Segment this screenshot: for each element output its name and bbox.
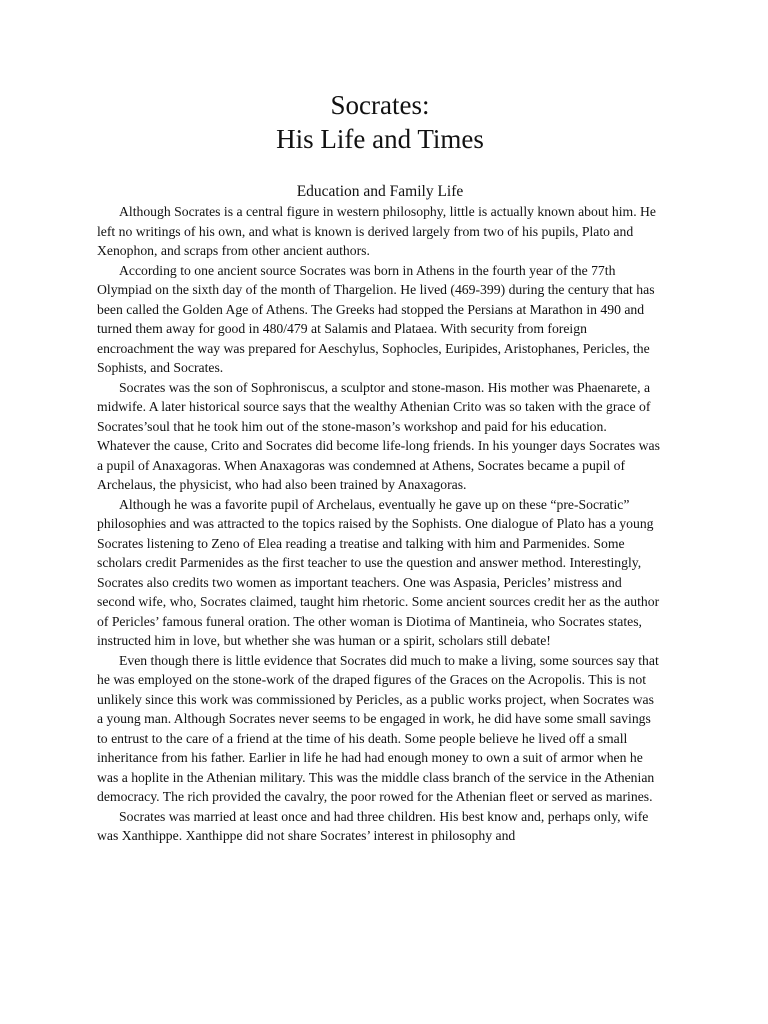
body-text: [97, 202, 663, 846]
title-line-2: His Life and Times: [276, 124, 484, 154]
document-page: [97, 88, 663, 846]
document-title: [97, 88, 663, 156]
paragraph-2: According to one ancient source Socrates was born in Athens in the fourth year of the 77th Olympiad on the sixth day of the month of Thargelion. He lived (469-399) during the century that has been called the Golden Age of Athens. The Greeks had stopped the Persians at Marathon in 490 and turned them away for good in 480/479 at Salamis and Plataea. With security from foreign encroachment the way was prepared for Aeschylus, Sophocles, Euripides, Aristophanes, Pericles, the Sophists, and Socrates.: [97, 262, 655, 375]
paragraph-3: Socrates was the son of Sophroniscus, a sculptor and stone-mason. His mother was Phaenarete, a midwife. A later historical source says that the wealthy Athenian Crito was so taken with the grace of Socrates’soul that he took him out of the stone-mason’s workshop and paid for his education. Whatever the cause, Crito and Socrates did become life-long friends. In his younger days Socrates was a pupil of Anaxagoras. When Anaxagoras was condemned at Athens, Socrates became a pupil of Archelaus, the physicist, who had also been trained by Anaxagoras.: [97, 379, 660, 492]
section-heading: Education and Family Life: [296, 183, 464, 200]
paragraph-4: Although he was a favorite pupil of Archelaus, eventually he gave up on these “pre-Socratic” philosophies and was attracted to the topics raised by the Sophists. One dialogue of Plato has a young Socrates listening to Zeno of Elea reading a treatise and talking with him and Parmenides. Some scholars credit Parmenides as the first teacher to use the question and answer method. Interestingly, Socrates also credits two women as important teachers. One was Aspasia, Pericles’ mistress and second wife, who, Socrates claimed, taught him rhetoric. Some ancient sources credit her as the author of Pericles’ famous funeral oration. The other woman is Diotima of Mantineia, who Socrates states, instructed him in love, but whether she was human or a spirit, scholars still debate!: [97, 496, 660, 648]
paragraph-6: Socrates was married at least once and had three children. His best know and, perhaps only, wife was Xanthippe. Xanthippe did not share Socrates’ interest in philosophy and: [97, 808, 649, 843]
paragraph-5: Even though there is little evidence that Socrates did much to make a living, some sources say that he was employed on the stone-work of the draped figures of the Graces on the Acropolis. This is not unlikely since this work was commissioned by Pericles, as a public works project, when Socrates was a young man. Although Socrates never seems to be engaged in work, he did have some small savings to entrust to the care of a friend at the time of his death. Some people believe he lived off a small inheritance from his father. Earlier in life he had had enough money to own a suit of armor when he was a hoplite in the Athenian military. This was the middle class branch of the service in the Athenian democracy. The rich provided the cavalry, the poor rowed for the Athenian fleet or served as marines.: [97, 652, 659, 804]
paragraph-1: Although Socrates is a central figure in western philosophy, little is actually known about him. He left no writings of his own, and what is known is derived largely from two of his pupils, Plato and Xenophon, and scraps from other ancient authors.: [97, 204, 656, 258]
title-line-1: Socrates:: [330, 90, 430, 120]
